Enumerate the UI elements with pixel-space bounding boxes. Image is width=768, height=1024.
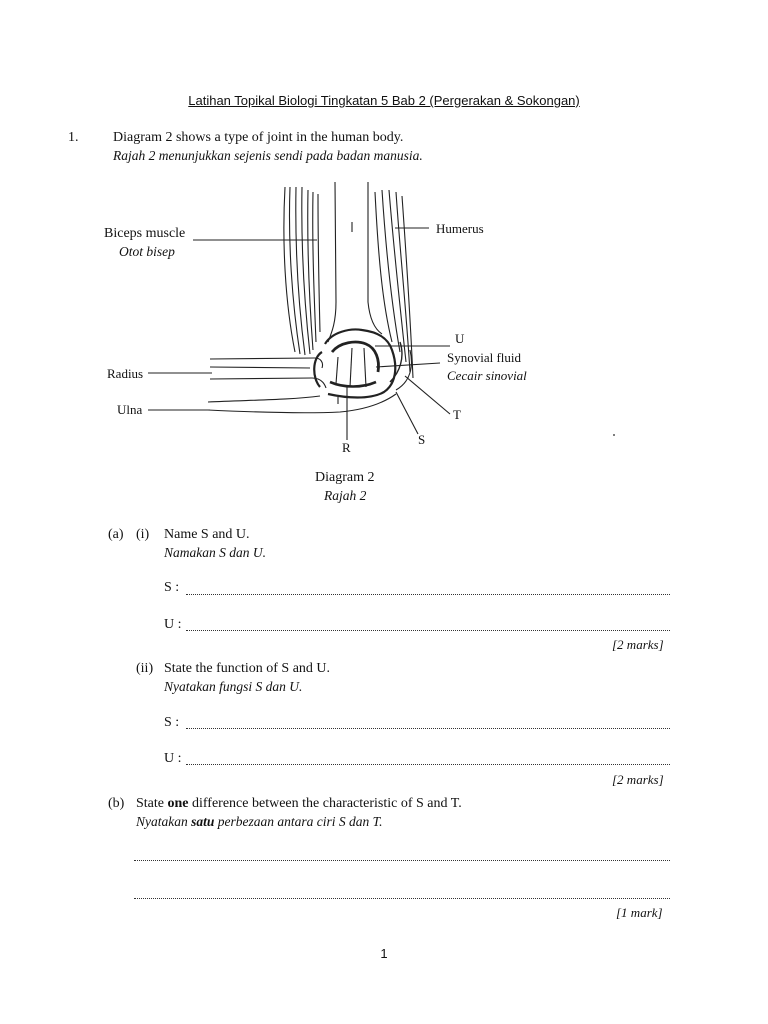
label-biceps-english: Biceps muscle	[104, 226, 186, 241]
label-s: S	[418, 432, 426, 447]
label-ulna: Ulna	[117, 402, 143, 417]
answer-a-ii-u-label: U :	[164, 751, 182, 766]
label-r: R	[342, 440, 351, 455]
answer-b-line-1[interactable]	[134, 860, 670, 861]
joint-capsule-drawing	[314, 330, 395, 398]
label-synovial-malay: Cecair sinovial	[447, 368, 527, 383]
part-b-question-english: State one difference between the characteristic of S and T.	[136, 796, 462, 811]
elbow-joint-diagram	[100, 182, 600, 457]
part-a-label: (a)	[108, 527, 124, 542]
label-biceps-malay: Otot bisep	[119, 244, 175, 259]
diagram-caption-malay: Rajah 2	[324, 488, 367, 503]
diagram-caption-english: Diagram 2	[315, 470, 375, 485]
part-a-ii-label: (ii)	[136, 661, 154, 676]
worksheet-title: Latihan Topikal Biologi Tingkatan 5 Bab 2 (Pergerakan & Sokongan)	[188, 93, 580, 108]
answer-a-i-u-label: U :	[164, 617, 182, 632]
label-humerus: Humerus	[436, 221, 484, 236]
answer-a-i-s-line[interactable]	[186, 594, 670, 595]
label-radius: Radius	[107, 366, 144, 381]
label-u: U	[455, 331, 465, 346]
page-number: 1	[380, 946, 388, 961]
question-stem-english: Diagram 2 shows a type of joint in the human body.	[113, 130, 404, 145]
marks-b: [1 mark]	[616, 905, 663, 920]
radius-bone-drawing	[210, 358, 326, 388]
question-stem-malay: Rajah 2 menunjukkan sejenis sendi pada badan manusia.	[113, 148, 423, 163]
marks-a-ii: [2 marks]	[612, 772, 664, 787]
part-a-ii-question-malay: Nyatakan fungsi S dan U.	[164, 679, 303, 694]
marks-a-i: [2 marks]	[612, 637, 664, 652]
part-a-ii-question-english: State the function of S and U.	[164, 661, 331, 676]
biceps-muscle-drawing	[284, 187, 320, 355]
question-number: 1.	[68, 130, 79, 145]
label-synovial-english: Synovial fluid	[447, 350, 522, 365]
part-a-i-question-english: Name S and U.	[164, 527, 250, 542]
stray-mark	[613, 434, 615, 436]
triceps-muscle-drawing	[375, 190, 413, 378]
answer-a-i-u-line[interactable]	[186, 630, 670, 631]
answer-a-ii-u-line[interactable]	[186, 764, 670, 765]
part-a-i-label: (i)	[136, 527, 150, 542]
part-b-label: (b)	[108, 796, 125, 811]
answer-a-ii-s-label: S :	[164, 715, 180, 730]
answer-a-i-s-label: S :	[164, 580, 180, 595]
answer-b-line-2[interactable]	[134, 898, 670, 899]
label-t: T	[453, 407, 461, 422]
part-b-emphasis-malay: satu	[191, 814, 215, 829]
part-b-question-malay: Nyatakan satu perbezaan antara ciri S dan T.	[136, 814, 383, 829]
answer-a-ii-s-line[interactable]	[186, 728, 670, 729]
part-a-i-question-malay: Namakan S dan U.	[164, 545, 266, 560]
humerus-bone-drawing	[328, 182, 382, 342]
part-b-emphasis-english: one	[167, 796, 189, 811]
